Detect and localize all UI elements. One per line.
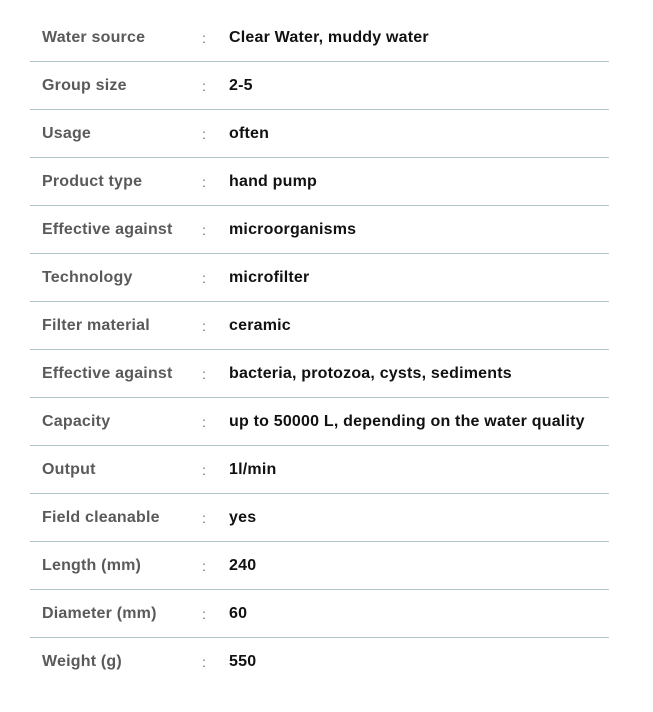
- spec-row-product-type: [30, 158, 609, 206]
- spec-label: Filter material: [42, 316, 150, 334]
- spec-table: [30, 14, 609, 686]
- spec-row-filter-material: [30, 302, 609, 350]
- spec-row-output: [30, 446, 609, 494]
- spec-label: Output: [42, 460, 96, 478]
- spec-separator: :: [202, 125, 206, 142]
- spec-row-capacity: [30, 398, 609, 446]
- spec-separator: :: [202, 509, 206, 526]
- spec-value: 1l/min: [229, 460, 277, 478]
- spec-separator: :: [202, 77, 206, 94]
- spec-label: Diameter (mm): [42, 604, 157, 622]
- spec-row-length: [30, 542, 609, 590]
- spec-separator: :: [202, 654, 206, 670]
- spec-separator: :: [202, 317, 206, 334]
- spec-row-diameter: [30, 590, 609, 638]
- spec-row-effective-against-2: [30, 350, 609, 398]
- spec-separator: :: [202, 173, 206, 190]
- spec-row-water-source: [30, 14, 609, 62]
- spec-value: up to 50000 L, depending on the water quality: [229, 412, 585, 430]
- spec-row-group-size: [30, 62, 609, 110]
- spec-value: 240: [229, 556, 257, 574]
- spec-label: Effective against: [42, 364, 173, 382]
- spec-value: 2-5: [229, 76, 253, 94]
- spec-row-weight: [30, 638, 609, 686]
- spec-value: often: [229, 124, 270, 142]
- spec-label: Group size: [42, 76, 127, 94]
- spec-separator: :: [202, 413, 206, 430]
- spec-row-field-cleanable: [30, 494, 609, 542]
- spec-separator: :: [202, 29, 206, 46]
- spec-label: Water source: [42, 28, 146, 46]
- spec-value: microorganisms: [229, 220, 357, 238]
- spec-separator: :: [202, 365, 206, 382]
- spec-label: Weight (g): [42, 653, 122, 670]
- spec-label: Length (mm): [42, 556, 142, 574]
- spec-label: Capacity: [42, 412, 111, 430]
- spec-separator: :: [202, 605, 206, 622]
- spec-value: 60: [229, 604, 248, 622]
- spec-value: ceramic: [229, 316, 291, 334]
- spec-value: microfilter: [229, 268, 310, 286]
- spec-label: Technology: [42, 268, 133, 286]
- spec-separator: :: [202, 269, 206, 286]
- spec-label: Usage: [42, 124, 92, 142]
- spec-separator: :: [202, 221, 206, 238]
- spec-row-usage: [30, 110, 609, 158]
- spec-separator: :: [202, 461, 206, 478]
- spec-label: Field cleanable: [42, 508, 160, 526]
- spec-separator: :: [202, 557, 206, 574]
- spec-value: yes: [229, 508, 257, 526]
- spec-value: 550: [229, 653, 257, 670]
- spec-row-technology: [30, 254, 609, 302]
- spec-row-effective-against: [30, 206, 609, 254]
- spec-value: Clear Water, muddy water: [229, 28, 429, 46]
- spec-label: Product type: [42, 172, 143, 190]
- spec-label: Effective against: [42, 220, 173, 238]
- spec-value: bacteria, protozoa, cysts, sediments: [229, 364, 512, 382]
- spec-value: hand pump: [229, 172, 318, 190]
